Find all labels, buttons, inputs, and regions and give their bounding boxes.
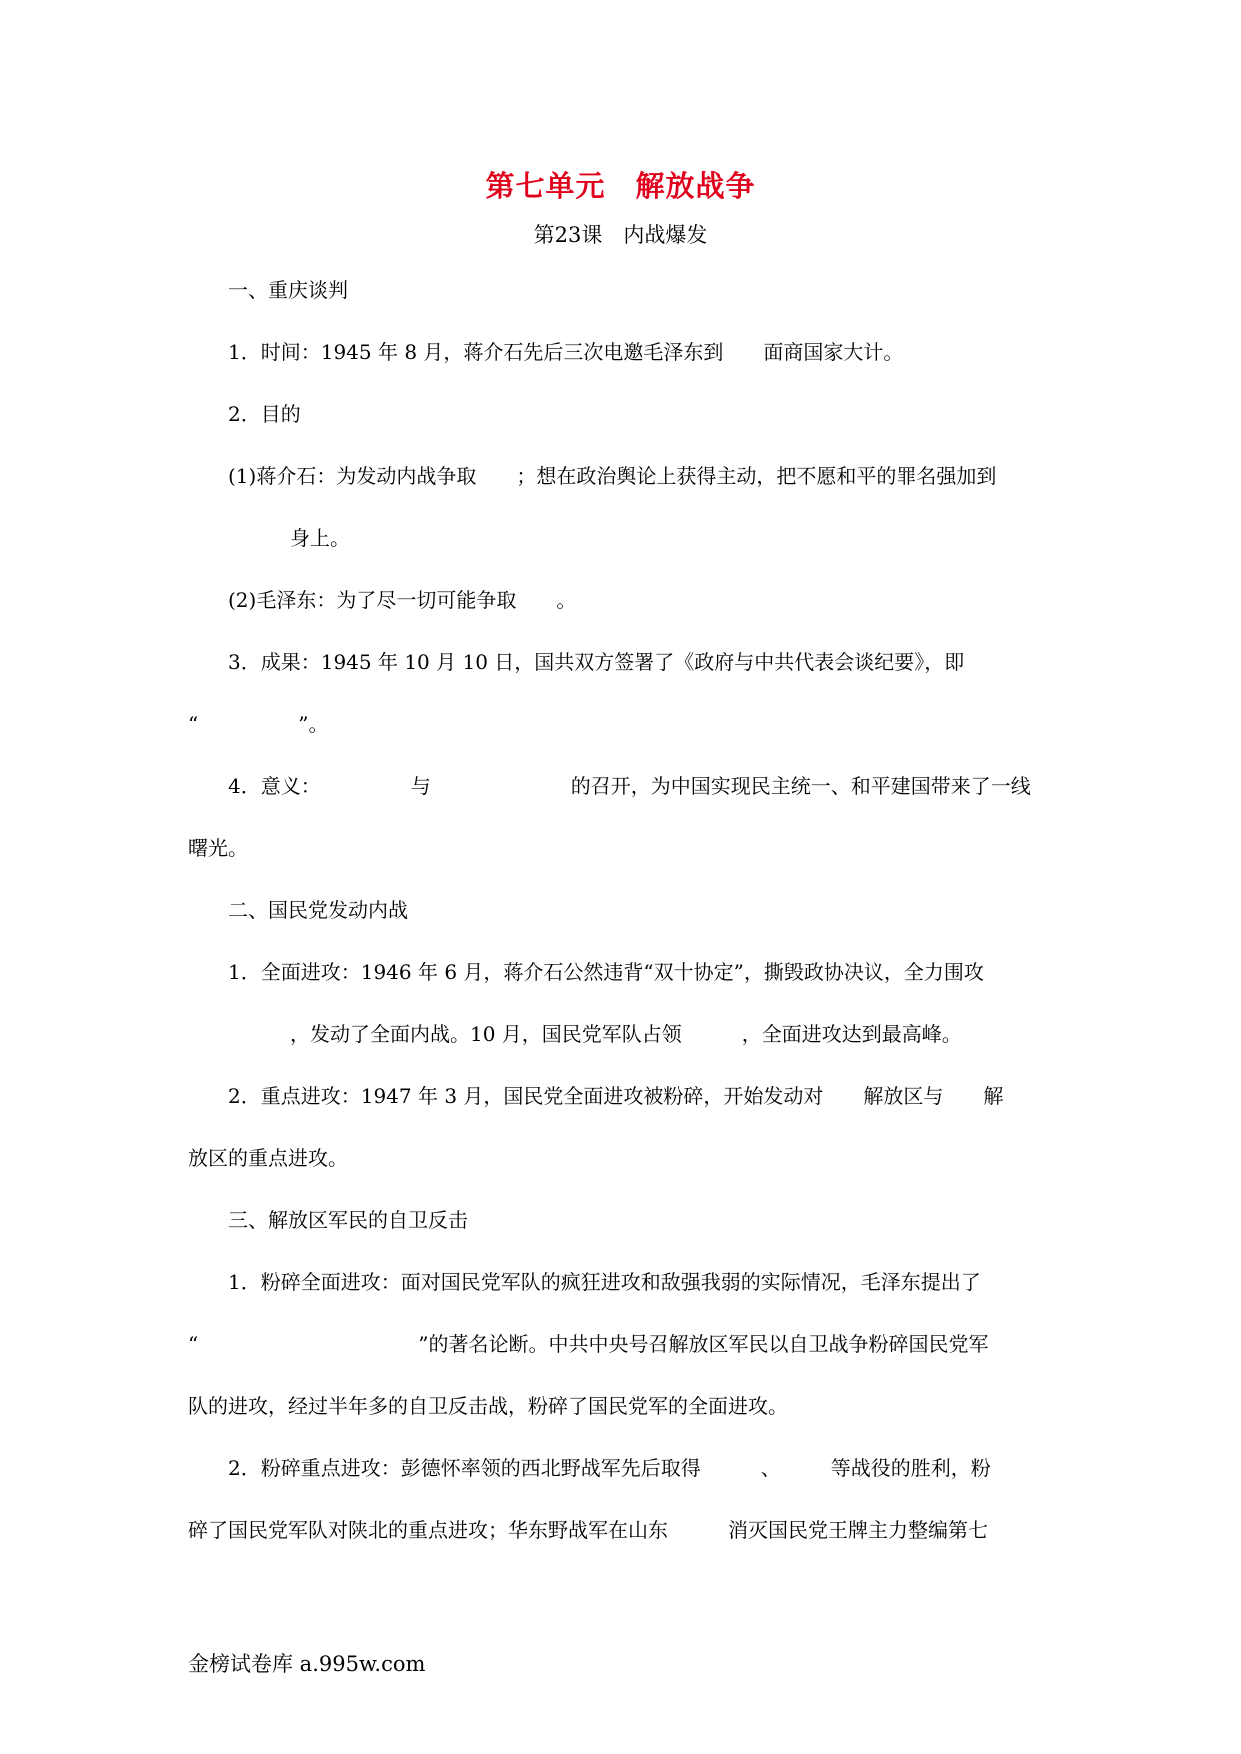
section-heading-1: 一、重庆谈判 xyxy=(228,278,348,302)
paragraph-line: 1．时间：1945 年 8 月，蒋介石先后三次电邀毛泽东到 面商国家大计。 xyxy=(228,340,904,364)
paragraph-line: 2．目的 xyxy=(228,402,301,426)
paragraph-line: 1．粉碎全面进攻：面对国民党军队的疯狂进攻和敌强我弱的实际情况，毛泽东提出了 xyxy=(228,1270,981,1294)
paragraph-line: (1)蒋介石：为发动内战争取 ；想在政治舆论上获得主动，把不愿和平的罪名强加到 xyxy=(228,464,997,488)
paragraph-line: 1．全面进攻：1946 年 6 月，蒋介石公然违背“双十协定”，撕毁政协决议，全力围攻 xyxy=(228,960,984,984)
section-heading-2: 二、国民党发动内战 xyxy=(228,898,408,922)
paragraph-line: 放区的重点进攻。 xyxy=(188,1146,348,1170)
footer-watermark: 金榜试卷库 a.995w.com xyxy=(188,1652,426,1676)
paragraph-line: 4．意义： 与 的召开，为中国实现民主统一、和平建国带来了一线 xyxy=(228,774,1031,798)
paragraph-line: “ ”的著名论断。中共中央号召解放区军民以自卫战争粉碎国民党军 xyxy=(188,1332,989,1356)
paragraph-line: (2)毛泽东：为了尽一切可能争取 。 xyxy=(228,588,577,612)
section-heading-3: 三、解放区军民的自卫反击 xyxy=(228,1208,468,1232)
paragraph-line: 队的进攻，经过半年多的自卫反击战，粉碎了国民党军的全面进攻。 xyxy=(188,1394,788,1418)
paragraph-line: 2．重点进攻：1947 年 3 月，国民党全面进攻被粉碎，开始发动对 解放区与 解 xyxy=(228,1084,1004,1108)
paragraph-line: 3．成果：1945 年 10 月 10 日，国共双方签署了《政府与中共代表会谈纪要》，即 xyxy=(228,650,965,674)
paragraph-line: ，发动了全面内战。10 月，国民党军队占领 ，全面进攻达到最高峰。 xyxy=(290,1022,962,1046)
paragraph-line: 2．粉碎重点进攻：彭德怀率领的西北野战军先后取得 、 等战役的胜利，粉 xyxy=(228,1456,991,1480)
paragraph-line: 身上。 xyxy=(290,526,350,550)
paragraph-line: “ ”。 xyxy=(188,712,329,736)
paragraph-line: 碎了国民党军队对陕北的重点进攻；华东野战军在山东 消灭国民党王牌主力整编第七 xyxy=(188,1518,988,1542)
paragraph-line: 曙光。 xyxy=(188,836,248,860)
unit-title: 第七单元 解放战争 xyxy=(485,169,756,203)
lesson-title: 第23课 内战爆发 xyxy=(533,223,708,247)
